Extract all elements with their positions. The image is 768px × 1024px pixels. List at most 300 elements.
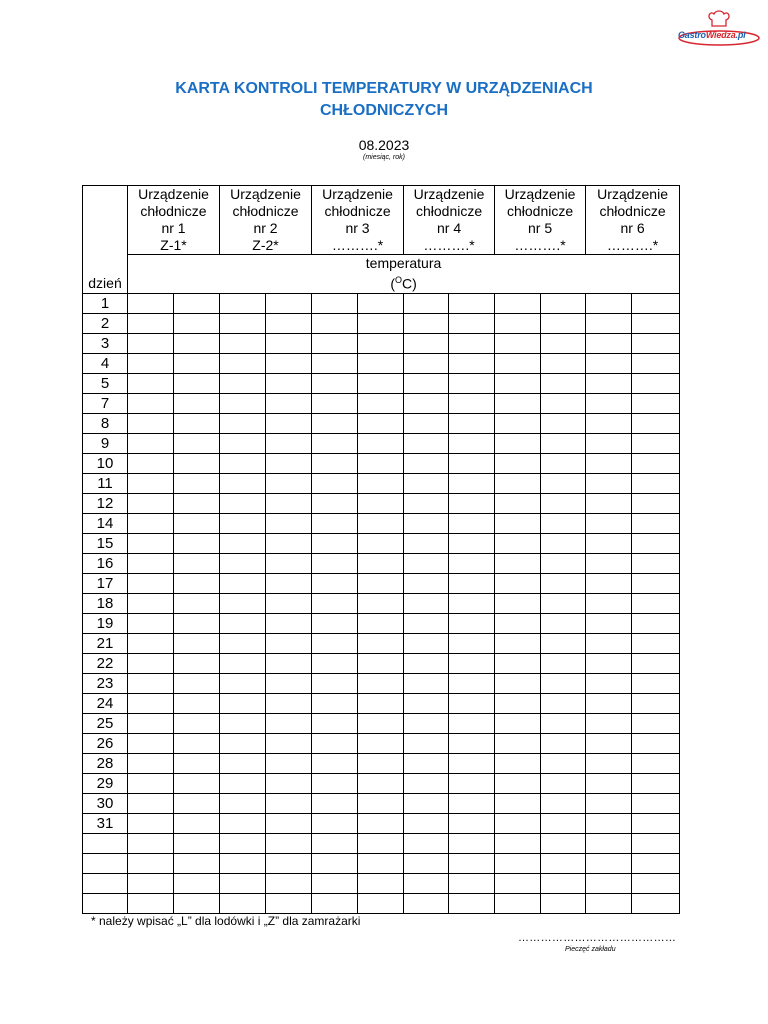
- temperature-entry-cell[interactable]: [541, 513, 586, 533]
- temperature-entry-cell[interactable]: [220, 653, 266, 673]
- temperature-entry-cell[interactable]: [312, 613, 358, 633]
- temperature-entry-cell[interactable]: [495, 513, 541, 533]
- temperature-entry-cell[interactable]: [174, 313, 220, 333]
- temperature-entry-cell[interactable]: [174, 493, 220, 513]
- temperature-entry-cell[interactable]: [220, 453, 266, 473]
- temperature-entry-cell[interactable]: [128, 293, 174, 313]
- temperature-entry-cell[interactable]: [174, 453, 220, 473]
- temperature-entry-cell[interactable]: [541, 733, 586, 753]
- temperature-entry-cell[interactable]: [266, 553, 312, 573]
- temperature-entry-cell[interactable]: [220, 593, 266, 613]
- temperature-entry-cell[interactable]: [586, 533, 632, 553]
- temperature-entry-cell[interactable]: [266, 373, 312, 393]
- temperature-entry-cell[interactable]: [312, 673, 358, 693]
- temperature-entry-cell[interactable]: [128, 893, 174, 913]
- temperature-entry-cell[interactable]: [220, 773, 266, 793]
- temperature-entry-cell[interactable]: [495, 593, 541, 613]
- temperature-entry-cell[interactable]: [541, 433, 586, 453]
- temperature-entry-cell[interactable]: [632, 853, 680, 873]
- temperature-entry-cell[interactable]: [358, 413, 404, 433]
- temperature-entry-cell[interactable]: [586, 753, 632, 773]
- temperature-entry-cell[interactable]: [495, 713, 541, 733]
- temperature-entry-cell[interactable]: [174, 513, 220, 533]
- temperature-entry-cell[interactable]: [128, 353, 174, 373]
- temperature-entry-cell[interactable]: [358, 513, 404, 533]
- temperature-entry-cell[interactable]: [312, 793, 358, 813]
- temperature-entry-cell[interactable]: [632, 573, 680, 593]
- temperature-entry-cell[interactable]: [220, 713, 266, 733]
- temperature-entry-cell[interactable]: [312, 553, 358, 573]
- temperature-entry-cell[interactable]: [586, 833, 632, 853]
- temperature-entry-cell[interactable]: [358, 853, 404, 873]
- temperature-entry-cell[interactable]: [404, 553, 449, 573]
- temperature-entry-cell[interactable]: [541, 493, 586, 513]
- temperature-entry-cell[interactable]: [495, 313, 541, 333]
- temperature-entry-cell[interactable]: [586, 773, 632, 793]
- temperature-entry-cell[interactable]: [312, 833, 358, 853]
- temperature-entry-cell[interactable]: [358, 573, 404, 593]
- temperature-entry-cell[interactable]: [266, 533, 312, 553]
- temperature-entry-cell[interactable]: [312, 733, 358, 753]
- temperature-entry-cell[interactable]: [541, 693, 586, 713]
- temperature-entry-cell[interactable]: [220, 833, 266, 853]
- temperature-entry-cell[interactable]: [449, 353, 495, 373]
- temperature-entry-cell[interactable]: [541, 813, 586, 833]
- temperature-entry-cell[interactable]: [266, 693, 312, 713]
- temperature-entry-cell[interactable]: [128, 753, 174, 773]
- temperature-entry-cell[interactable]: [358, 533, 404, 553]
- temperature-entry-cell[interactable]: [220, 393, 266, 413]
- temperature-entry-cell[interactable]: [541, 413, 586, 433]
- temperature-entry-cell[interactable]: [358, 453, 404, 473]
- temperature-entry-cell[interactable]: [128, 693, 174, 713]
- temperature-entry-cell[interactable]: [632, 633, 680, 653]
- temperature-entry-cell[interactable]: [404, 793, 449, 813]
- temperature-entry-cell[interactable]: [128, 813, 174, 833]
- temperature-entry-cell[interactable]: [632, 413, 680, 433]
- temperature-entry-cell[interactable]: [495, 333, 541, 353]
- temperature-entry-cell[interactable]: [174, 593, 220, 613]
- temperature-entry-cell[interactable]: [449, 513, 495, 533]
- temperature-entry-cell[interactable]: [404, 713, 449, 733]
- temperature-entry-cell[interactable]: [266, 473, 312, 493]
- temperature-entry-cell[interactable]: [404, 813, 449, 833]
- temperature-entry-cell[interactable]: [541, 873, 586, 893]
- temperature-entry-cell[interactable]: [312, 893, 358, 913]
- temperature-entry-cell[interactable]: [632, 833, 680, 853]
- temperature-entry-cell[interactable]: [174, 713, 220, 733]
- temperature-entry-cell[interactable]: [128, 513, 174, 533]
- temperature-entry-cell[interactable]: [312, 393, 358, 413]
- temperature-entry-cell[interactable]: [449, 873, 495, 893]
- temperature-entry-cell[interactable]: [586, 473, 632, 493]
- temperature-entry-cell[interactable]: [495, 693, 541, 713]
- temperature-entry-cell[interactable]: [449, 633, 495, 653]
- temperature-entry-cell[interactable]: [128, 653, 174, 673]
- temperature-entry-cell[interactable]: [358, 433, 404, 453]
- temperature-entry-cell[interactable]: [358, 313, 404, 333]
- temperature-entry-cell[interactable]: [358, 613, 404, 633]
- temperature-entry-cell[interactable]: [312, 333, 358, 353]
- temperature-entry-cell[interactable]: [312, 753, 358, 773]
- temperature-entry-cell[interactable]: [358, 833, 404, 853]
- temperature-entry-cell[interactable]: [404, 593, 449, 613]
- temperature-entry-cell[interactable]: [266, 753, 312, 773]
- temperature-entry-cell[interactable]: [174, 773, 220, 793]
- temperature-entry-cell[interactable]: [174, 473, 220, 493]
- temperature-entry-cell[interactable]: [449, 413, 495, 433]
- temperature-entry-cell[interactable]: [220, 853, 266, 873]
- temperature-entry-cell[interactable]: [632, 473, 680, 493]
- temperature-entry-cell[interactable]: [404, 893, 449, 913]
- temperature-entry-cell[interactable]: [586, 553, 632, 573]
- temperature-entry-cell[interactable]: [128, 373, 174, 393]
- temperature-entry-cell[interactable]: [495, 673, 541, 693]
- temperature-entry-cell[interactable]: [404, 833, 449, 853]
- temperature-entry-cell[interactable]: [220, 313, 266, 333]
- temperature-entry-cell[interactable]: [404, 513, 449, 533]
- temperature-entry-cell[interactable]: [632, 453, 680, 473]
- temperature-entry-cell[interactable]: [312, 633, 358, 653]
- temperature-entry-cell[interactable]: [632, 893, 680, 913]
- temperature-entry-cell[interactable]: [541, 593, 586, 613]
- temperature-entry-cell[interactable]: [495, 833, 541, 853]
- temperature-entry-cell[interactable]: [541, 613, 586, 633]
- temperature-entry-cell[interactable]: [220, 433, 266, 453]
- temperature-entry-cell[interactable]: [586, 513, 632, 533]
- temperature-entry-cell[interactable]: [495, 653, 541, 673]
- temperature-entry-cell[interactable]: [449, 553, 495, 573]
- temperature-entry-cell[interactable]: [586, 793, 632, 813]
- temperature-entry-cell[interactable]: [541, 453, 586, 473]
- temperature-entry-cell[interactable]: [632, 653, 680, 673]
- temperature-entry-cell[interactable]: [632, 393, 680, 413]
- temperature-entry-cell[interactable]: [128, 573, 174, 593]
- temperature-entry-cell[interactable]: [404, 753, 449, 773]
- temperature-entry-cell[interactable]: [358, 893, 404, 913]
- temperature-entry-cell[interactable]: [404, 673, 449, 693]
- temperature-entry-cell[interactable]: [128, 533, 174, 553]
- temperature-entry-cell[interactable]: [541, 313, 586, 333]
- temperature-entry-cell[interactable]: [174, 833, 220, 853]
- temperature-entry-cell[interactable]: [541, 713, 586, 733]
- temperature-entry-cell[interactable]: [449, 713, 495, 733]
- temperature-entry-cell[interactable]: [266, 793, 312, 813]
- temperature-entry-cell[interactable]: [495, 753, 541, 773]
- temperature-entry-cell[interactable]: [220, 573, 266, 593]
- temperature-entry-cell[interactable]: [632, 493, 680, 513]
- temperature-entry-cell[interactable]: [404, 853, 449, 873]
- temperature-entry-cell[interactable]: [128, 393, 174, 413]
- temperature-entry-cell[interactable]: [266, 393, 312, 413]
- temperature-entry-cell[interactable]: [174, 633, 220, 653]
- temperature-entry-cell[interactable]: [128, 473, 174, 493]
- temperature-entry-cell[interactable]: [220, 373, 266, 393]
- temperature-entry-cell[interactable]: [449, 613, 495, 633]
- temperature-entry-cell[interactable]: [495, 633, 541, 653]
- temperature-entry-cell[interactable]: [449, 433, 495, 453]
- temperature-entry-cell[interactable]: [404, 693, 449, 713]
- temperature-entry-cell[interactable]: [358, 793, 404, 813]
- temperature-entry-cell[interactable]: [174, 333, 220, 353]
- temperature-entry-cell[interactable]: [128, 633, 174, 653]
- temperature-entry-cell[interactable]: [312, 853, 358, 873]
- temperature-entry-cell[interactable]: [632, 713, 680, 733]
- temperature-entry-cell[interactable]: [312, 313, 358, 333]
- temperature-entry-cell[interactable]: [449, 313, 495, 333]
- temperature-entry-cell[interactable]: [495, 573, 541, 593]
- temperature-entry-cell[interactable]: [449, 793, 495, 813]
- temperature-entry-cell[interactable]: [128, 313, 174, 333]
- temperature-entry-cell[interactable]: [220, 793, 266, 813]
- temperature-entry-cell[interactable]: [220, 893, 266, 913]
- temperature-entry-cell[interactable]: [404, 633, 449, 653]
- temperature-entry-cell[interactable]: [632, 613, 680, 633]
- temperature-entry-cell[interactable]: [312, 873, 358, 893]
- temperature-entry-cell[interactable]: [495, 853, 541, 873]
- temperature-entry-cell[interactable]: [495, 733, 541, 753]
- temperature-entry-cell[interactable]: [358, 713, 404, 733]
- temperature-entry-cell[interactable]: [312, 373, 358, 393]
- temperature-entry-cell[interactable]: [266, 293, 312, 313]
- temperature-entry-cell[interactable]: [174, 553, 220, 573]
- temperature-entry-cell[interactable]: [586, 653, 632, 673]
- temperature-entry-cell[interactable]: [586, 493, 632, 513]
- temperature-entry-cell[interactable]: [312, 533, 358, 553]
- temperature-entry-cell[interactable]: [128, 553, 174, 573]
- temperature-entry-cell[interactable]: [358, 373, 404, 393]
- temperature-entry-cell[interactable]: [312, 773, 358, 793]
- temperature-entry-cell[interactable]: [586, 733, 632, 753]
- temperature-entry-cell[interactable]: [404, 493, 449, 513]
- temperature-entry-cell[interactable]: [449, 813, 495, 833]
- temperature-entry-cell[interactable]: [358, 653, 404, 673]
- temperature-entry-cell[interactable]: [632, 793, 680, 813]
- temperature-entry-cell[interactable]: [312, 813, 358, 833]
- temperature-entry-cell[interactable]: [174, 853, 220, 873]
- temperature-entry-cell[interactable]: [449, 593, 495, 613]
- temperature-entry-cell[interactable]: [541, 473, 586, 493]
- temperature-entry-cell[interactable]: [586, 893, 632, 913]
- temperature-entry-cell[interactable]: [358, 593, 404, 613]
- temperature-entry-cell[interactable]: [495, 413, 541, 433]
- temperature-entry-cell[interactable]: [266, 773, 312, 793]
- temperature-entry-cell[interactable]: [632, 373, 680, 393]
- temperature-entry-cell[interactable]: [449, 473, 495, 493]
- temperature-entry-cell[interactable]: [541, 533, 586, 553]
- temperature-entry-cell[interactable]: [220, 413, 266, 433]
- temperature-entry-cell[interactable]: [449, 493, 495, 513]
- temperature-entry-cell[interactable]: [632, 753, 680, 773]
- temperature-entry-cell[interactable]: [312, 693, 358, 713]
- temperature-entry-cell[interactable]: [174, 533, 220, 553]
- temperature-entry-cell[interactable]: [449, 733, 495, 753]
- temperature-entry-cell[interactable]: [266, 313, 312, 333]
- temperature-entry-cell[interactable]: [404, 393, 449, 413]
- temperature-entry-cell[interactable]: [266, 573, 312, 593]
- temperature-entry-cell[interactable]: [358, 673, 404, 693]
- temperature-entry-cell[interactable]: [404, 873, 449, 893]
- temperature-entry-cell[interactable]: [404, 533, 449, 553]
- temperature-entry-cell[interactable]: [449, 693, 495, 713]
- temperature-entry-cell[interactable]: [266, 713, 312, 733]
- temperature-entry-cell[interactable]: [128, 593, 174, 613]
- temperature-entry-cell[interactable]: [495, 533, 541, 553]
- temperature-entry-cell[interactable]: [266, 853, 312, 873]
- temperature-entry-cell[interactable]: [495, 373, 541, 393]
- temperature-entry-cell[interactable]: [586, 373, 632, 393]
- temperature-entry-cell[interactable]: [449, 753, 495, 773]
- temperature-entry-cell[interactable]: [312, 653, 358, 673]
- temperature-entry-cell[interactable]: [358, 553, 404, 573]
- temperature-entry-cell[interactable]: [586, 673, 632, 693]
- temperature-entry-cell[interactable]: [220, 533, 266, 553]
- temperature-entry-cell[interactable]: [312, 573, 358, 593]
- temperature-entry-cell[interactable]: [312, 593, 358, 613]
- temperature-entry-cell[interactable]: [266, 893, 312, 913]
- temperature-entry-cell[interactable]: [266, 353, 312, 373]
- temperature-entry-cell[interactable]: [495, 493, 541, 513]
- temperature-entry-cell[interactable]: [220, 473, 266, 493]
- temperature-entry-cell[interactable]: [220, 553, 266, 573]
- temperature-entry-cell[interactable]: [174, 353, 220, 373]
- temperature-entry-cell[interactable]: [541, 333, 586, 353]
- temperature-entry-cell[interactable]: [541, 573, 586, 593]
- temperature-entry-cell[interactable]: [495, 293, 541, 313]
- temperature-entry-cell[interactable]: [404, 733, 449, 753]
- temperature-entry-cell[interactable]: [495, 793, 541, 813]
- temperature-entry-cell[interactable]: [586, 353, 632, 373]
- temperature-entry-cell[interactable]: [541, 833, 586, 853]
- temperature-entry-cell[interactable]: [266, 653, 312, 673]
- temperature-entry-cell[interactable]: [220, 633, 266, 653]
- temperature-entry-cell[interactable]: [541, 393, 586, 413]
- temperature-entry-cell[interactable]: [128, 773, 174, 793]
- temperature-entry-cell[interactable]: [266, 413, 312, 433]
- temperature-entry-cell[interactable]: [449, 573, 495, 593]
- temperature-entry-cell[interactable]: [128, 413, 174, 433]
- temperature-entry-cell[interactable]: [632, 553, 680, 573]
- temperature-entry-cell[interactable]: [312, 473, 358, 493]
- temperature-entry-cell[interactable]: [174, 873, 220, 893]
- temperature-entry-cell[interactable]: [404, 413, 449, 433]
- temperature-entry-cell[interactable]: [128, 873, 174, 893]
- temperature-entry-cell[interactable]: [449, 653, 495, 673]
- temperature-entry-cell[interactable]: [586, 813, 632, 833]
- temperature-entry-cell[interactable]: [266, 333, 312, 353]
- temperature-entry-cell[interactable]: [128, 493, 174, 513]
- temperature-entry-cell[interactable]: [541, 853, 586, 873]
- temperature-entry-cell[interactable]: [541, 633, 586, 653]
- temperature-entry-cell[interactable]: [404, 293, 449, 313]
- temperature-entry-cell[interactable]: [220, 333, 266, 353]
- temperature-entry-cell[interactable]: [449, 333, 495, 353]
- temperature-entry-cell[interactable]: [495, 453, 541, 473]
- temperature-entry-cell[interactable]: [266, 633, 312, 653]
- temperature-entry-cell[interactable]: [449, 293, 495, 313]
- temperature-entry-cell[interactable]: [358, 333, 404, 353]
- temperature-entry-cell[interactable]: [586, 613, 632, 633]
- temperature-entry-cell[interactable]: [404, 353, 449, 373]
- temperature-entry-cell[interactable]: [266, 873, 312, 893]
- temperature-entry-cell[interactable]: [312, 353, 358, 373]
- temperature-entry-cell[interactable]: [174, 373, 220, 393]
- temperature-entry-cell[interactable]: [266, 513, 312, 533]
- temperature-entry-cell[interactable]: [541, 653, 586, 673]
- temperature-entry-cell[interactable]: [266, 593, 312, 613]
- temperature-entry-cell[interactable]: [541, 673, 586, 693]
- temperature-entry-cell[interactable]: [128, 713, 174, 733]
- temperature-entry-cell[interactable]: [174, 433, 220, 453]
- temperature-entry-cell[interactable]: [174, 413, 220, 433]
- temperature-entry-cell[interactable]: [404, 473, 449, 493]
- temperature-entry-cell[interactable]: [404, 773, 449, 793]
- temperature-entry-cell[interactable]: [220, 733, 266, 753]
- temperature-entry-cell[interactable]: [449, 373, 495, 393]
- temperature-entry-cell[interactable]: [128, 453, 174, 473]
- temperature-entry-cell[interactable]: [312, 413, 358, 433]
- temperature-entry-cell[interactable]: [541, 293, 586, 313]
- temperature-entry-cell[interactable]: [541, 553, 586, 573]
- temperature-entry-cell[interactable]: [404, 653, 449, 673]
- temperature-entry-cell[interactable]: [632, 513, 680, 533]
- temperature-entry-cell[interactable]: [312, 453, 358, 473]
- temperature-entry-cell[interactable]: [358, 773, 404, 793]
- temperature-entry-cell[interactable]: [495, 473, 541, 493]
- temperature-entry-cell[interactable]: [586, 393, 632, 413]
- temperature-entry-cell[interactable]: [586, 593, 632, 613]
- temperature-entry-cell[interactable]: [220, 353, 266, 373]
- temperature-entry-cell[interactable]: [358, 393, 404, 413]
- temperature-entry-cell[interactable]: [174, 573, 220, 593]
- temperature-entry-cell[interactable]: [128, 333, 174, 353]
- temperature-entry-cell[interactable]: [128, 733, 174, 753]
- temperature-entry-cell[interactable]: [312, 493, 358, 513]
- temperature-entry-cell[interactable]: [358, 633, 404, 653]
- temperature-entry-cell[interactable]: [358, 753, 404, 773]
- temperature-entry-cell[interactable]: [449, 533, 495, 553]
- temperature-entry-cell[interactable]: [586, 693, 632, 713]
- temperature-entry-cell[interactable]: [495, 353, 541, 373]
- temperature-entry-cell[interactable]: [632, 773, 680, 793]
- temperature-entry-cell[interactable]: [449, 453, 495, 473]
- temperature-entry-cell[interactable]: [632, 293, 680, 313]
- temperature-entry-cell[interactable]: [495, 553, 541, 573]
- temperature-entry-cell[interactable]: [586, 413, 632, 433]
- temperature-entry-cell[interactable]: [541, 353, 586, 373]
- temperature-entry-cell[interactable]: [586, 453, 632, 473]
- temperature-entry-cell[interactable]: [449, 773, 495, 793]
- temperature-entry-cell[interactable]: [128, 833, 174, 853]
- temperature-entry-cell[interactable]: [220, 293, 266, 313]
- temperature-entry-cell[interactable]: [174, 813, 220, 833]
- temperature-entry-cell[interactable]: [174, 733, 220, 753]
- temperature-entry-cell[interactable]: [174, 793, 220, 813]
- temperature-entry-cell[interactable]: [632, 733, 680, 753]
- temperature-entry-cell[interactable]: [174, 653, 220, 673]
- temperature-entry-cell[interactable]: [358, 693, 404, 713]
- temperature-entry-cell[interactable]: [586, 313, 632, 333]
- temperature-entry-cell[interactable]: [220, 673, 266, 693]
- temperature-entry-cell[interactable]: [128, 613, 174, 633]
- temperature-entry-cell[interactable]: [266, 493, 312, 513]
- temperature-entry-cell[interactable]: [586, 633, 632, 653]
- temperature-entry-cell[interactable]: [266, 833, 312, 853]
- temperature-entry-cell[interactable]: [632, 693, 680, 713]
- temperature-entry-cell[interactable]: [541, 753, 586, 773]
- temperature-entry-cell[interactable]: [266, 673, 312, 693]
- temperature-entry-cell[interactable]: [404, 313, 449, 333]
